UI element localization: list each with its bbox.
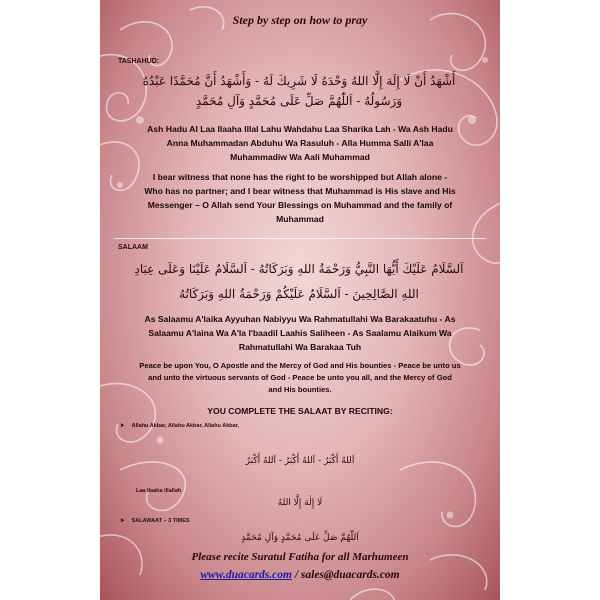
complete-heading: YOU COMPLETE THE SALAAT BY RECITING:	[207, 406, 393, 416]
section-divider	[114, 238, 486, 239]
salaam-meaning	[114, 360, 486, 396]
meaning-line: and His bounties.	[268, 385, 332, 394]
tashahud-meaning	[114, 170, 486, 226]
meaning-line: I bear witness that none has the right to be worshipped but Allah alone -	[152, 172, 448, 182]
translit-line: Anna Muhammadan Abduhu Wa Rasuluh - Alla Humma Salli A'laa	[166, 138, 434, 148]
salaam-arabic-line-1: اَلسَّلَامُ عَلَيْكَ أَيُّهَا النَّبِيُّ وَرَحْمَةُ اللهِ وَبَرَكَاتُهُ - اَلسَّلَامُ عَلَيْنَا وَعَلَى عِبَادِ	[134, 262, 464, 276]
recite-arabic-salawaat: اَللّٰهُمَّ صَلِّ عَلَى مُحَمَّدٍ وَآلِ مُحَمَّدٍ	[241, 533, 359, 543]
arrow-bullet-icon: ➤	[120, 423, 125, 429]
recite-item-salawaat	[120, 518, 190, 524]
recite-item-takbir	[120, 423, 239, 429]
arrow-bullet-icon: ➤	[120, 518, 125, 524]
salaam-transliteration	[114, 312, 486, 354]
tashahud-arabic-line-1: أَشْهَدُ أَنْ لَا إِلَهَ إِلَّا اللهُ وَحْدَهُ لَا شَرِيكَ لَهُ - وَأَشْهَدُ أَنَّ مُحَمَّدًا عَبْدُهُ	[142, 74, 456, 88]
recite-arabic-takbir: اَللهُ أَكْبَرُ - اَللهُ أَكْبَرُ - اَللهُ أَكْبَرُ	[245, 456, 355, 466]
tashahud-arabic-line-2: وَرَسُولُهُ - اَللّٰهُمَّ صَلِّ عَلَى مُحَمَّدٍ وَآلِ مُحَمَّدٍ	[195, 94, 403, 108]
translit-line: Ash Hadu Al Laa Ilaaha Illal Lahu Wahdahu Laa Sharika Lah - Wa Ash Hadu	[147, 124, 453, 134]
meaning-line: Messenger – O Allah send Your Blessings on Muhammad and the family of	[147, 200, 453, 210]
recite-text: Allahu Akbar, Allahu Akbar, Allahu Akbar,	[131, 423, 240, 429]
translit-line: Muhammadiw Wa Aali Muhammad	[230, 152, 370, 162]
translit-line: As Salaamu A'laika Ayyuhan Nabiyyu Wa Rahmatullahi Wa Barakaatuhu - As	[144, 314, 456, 324]
tashahud-transliteration	[114, 122, 486, 164]
website-link[interactable]: www.duacards.com	[200, 569, 292, 581]
recite-text: SALAWAAT – 3 TIMES	[131, 518, 190, 524]
prayer-card	[100, 0, 500, 600]
footer-note: Please recite Suratul Fatiha for all Marhumeen	[191, 551, 409, 563]
meaning-line: Who has no partner; and I bear witness that Muhammad is His slave and His	[144, 186, 456, 196]
recite-item-tahlil	[136, 488, 181, 494]
translit-line: Salaamu A'laina Wa A'la I'baadil Laahis Saliheen - As Saalamu Alaikum Wa	[148, 328, 452, 338]
meaning-line: Peace be upon You, O Apostle and the Mercy of God and His bounties - Peace be unto us	[139, 361, 461, 370]
footer-contact	[100, 569, 500, 581]
salaam-label: SALAAM	[118, 244, 148, 251]
email-text: / sales@duacards.com	[291, 569, 400, 581]
translit-line: Rahmatullahi Wa Barakaa Tuh	[238, 342, 362, 352]
recite-text: Laa ilaaha illallah	[136, 488, 182, 494]
meaning-line: and unto the virtuous servants of God - Peace be unto you all, and the Mercy of God	[148, 373, 452, 382]
meaning-line: Muhammad	[276, 214, 324, 224]
page-title: Step by step on how to pray	[232, 13, 368, 27]
tashahud-label: TASHAHUD:	[118, 58, 160, 65]
recite-arabic-tahlil: لَا إِلٰهَ إِلَّا اللهُ	[277, 498, 323, 508]
salaam-arabic-line-2: اللهِ الصَّالِحِينَ - اَلسَّلَامُ عَلَيْكُمْ وَرَحْمَةُ اللهِ وَبَرَكَاتُهُ	[179, 287, 419, 301]
